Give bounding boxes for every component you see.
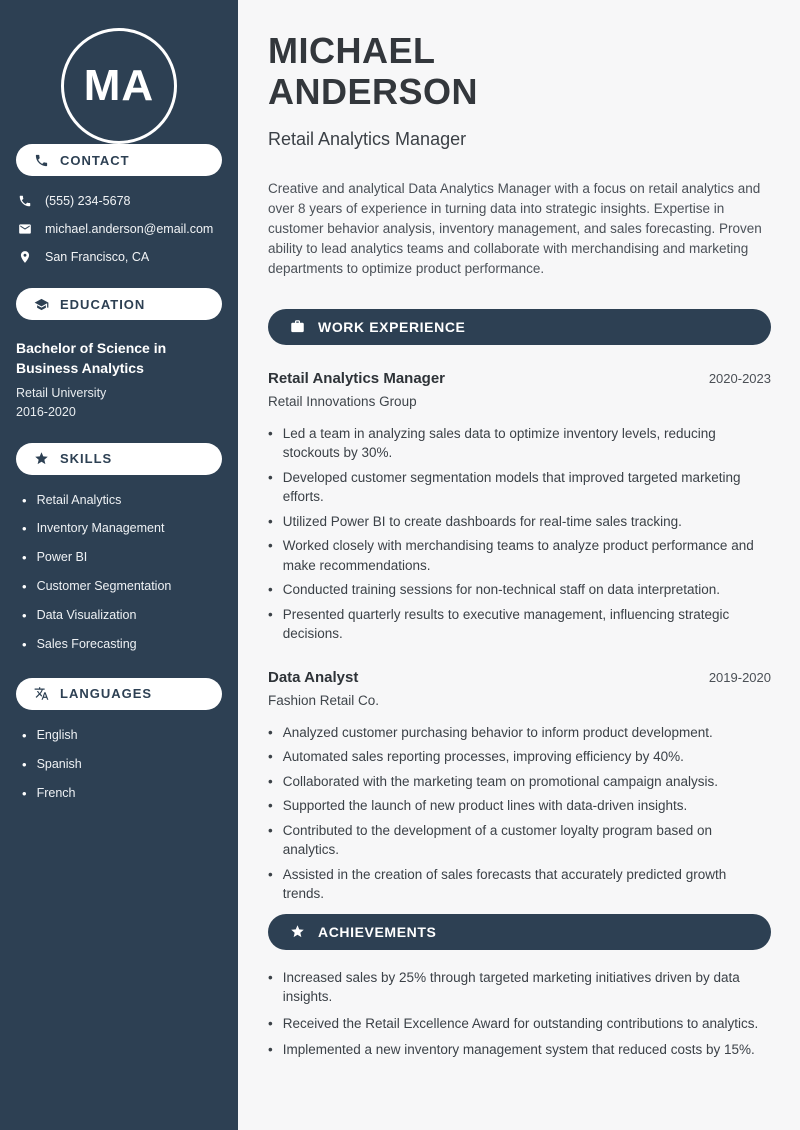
name-line-2: ANDERSON [268, 71, 479, 113]
skill-item [22, 521, 222, 538]
contact-email-value: michael.anderson@email.com [45, 222, 214, 236]
job-bullet [268, 536, 771, 575]
job-head [268, 370, 771, 387]
skill-label: • Data Visualization [36, 608, 137, 623]
achievement-text: • Received the Retail Excellence Award for outstanding contributions to analytics. [282, 1015, 759, 1031]
star-icon [34, 451, 49, 466]
job-bullet-text: • Contributed to the development of a customer loyalty program based on analytics. [282, 822, 712, 858]
work-experience-header-label: WORK EXPERIENCE [318, 318, 466, 335]
job-company: Fashion Retail Co. [268, 692, 380, 708]
page-title [268, 30, 771, 113]
skills-list [0, 493, 238, 654]
skill-label: • Inventory Management [36, 521, 165, 536]
briefcase-icon [290, 319, 305, 334]
phone-icon [18, 194, 32, 208]
skill-label: • Customer Segmentation [36, 579, 172, 594]
language-label: • French [36, 785, 76, 800]
job-bullet [268, 747, 771, 767]
languages-section [0, 678, 238, 803]
languages-header-label: LANGUAGES [60, 686, 153, 702]
job-entry [268, 370, 771, 644]
main-content [238, 0, 800, 1130]
skill-item [22, 550, 222, 567]
education-dates: 2016-2020 [16, 404, 76, 419]
job-bullet [268, 512, 771, 532]
name-line-1: MICHAEL [268, 30, 436, 71]
language-label: • Spanish [36, 756, 82, 771]
skill-item [22, 579, 222, 596]
job-bullet-text: • Collaborated with the marketing team on promotional campaign analysis. [282, 773, 718, 789]
job-company: Retail Innovations Group [268, 393, 417, 409]
mail-icon [18, 222, 32, 236]
translate-icon [34, 686, 49, 701]
skill-label: • Retail Analytics [36, 492, 122, 507]
education-entry [0, 338, 238, 419]
job-bullet-text: • Developed customer segmentation models that improved targeted marketing efforts. [282, 469, 741, 505]
skill-item [22, 493, 222, 510]
job-bullet-text: • Automated sales reporting processes, improving efficiency by 40%. [282, 749, 684, 765]
job-bullet-text: • Supported the launch of new product lines with data-driven insights. [282, 798, 688, 814]
language-item [22, 728, 222, 745]
achievement-text: • Implemented a new inventory management system that reduced costs by 15%. [282, 1042, 755, 1058]
job-head [268, 669, 771, 686]
job-dates: 2019-2020 [708, 669, 771, 685]
graduation-cap-icon [34, 297, 49, 312]
job-bullet [268, 796, 771, 816]
avatar [61, 28, 177, 144]
job-bullet [268, 424, 771, 463]
contact-phone [0, 194, 238, 208]
work-experience-header [268, 309, 771, 345]
location-icon [18, 250, 32, 264]
contact-location [0, 250, 238, 264]
language-label: • English [36, 727, 78, 742]
education-header [16, 288, 222, 320]
job-dates: 2020-2023 [708, 370, 771, 386]
job-title: Retail Analytics Manager [268, 369, 446, 387]
achievement-item [268, 1014, 771, 1034]
job-bullet-text: • Presented quarterly results to executive management, influencing strategic decisions. [282, 606, 730, 642]
skills-section [0, 443, 238, 654]
job-bullet [268, 821, 771, 860]
job-bullet [268, 772, 771, 792]
job-bullet-text: • Conducted training sessions for non-technical staff on data interpretation. [282, 582, 721, 598]
achievement-text: • Increased sales by 25% through targeted marketing initiatives driven by data insights. [282, 969, 740, 1005]
skill-label: • Sales Forecasting [36, 637, 137, 652]
contact-email [0, 222, 238, 236]
job-bullet [268, 580, 771, 600]
contact-header [16, 144, 222, 176]
job-bullet-list [268, 723, 771, 904]
languages-list [0, 728, 238, 803]
contact-location-value: San Francisco, CA [45, 250, 150, 264]
achievements-header [268, 914, 771, 950]
language-item [22, 786, 222, 803]
job-bullet-text: • Analyzed customer purchasing behavior to inform product development. [282, 724, 713, 740]
job-bullet-list [268, 424, 771, 644]
skill-item [22, 608, 222, 625]
education-section [0, 288, 238, 419]
skills-header [16, 443, 222, 475]
job-bullet-text: • Utilized Power BI to create dashboards for real-time sales tracking. [282, 513, 682, 529]
sidebar [0, 0, 238, 1130]
phone-icon [34, 153, 49, 168]
job-bullet-text: • Assisted in the creation of sales forecasts that accurately predicted growth trends. [282, 866, 727, 902]
contact-header-label: CONTACT [60, 152, 130, 168]
skills-header-label: SKILLS [60, 451, 113, 467]
job-bullet [268, 605, 771, 644]
achievements-list [268, 968, 771, 1060]
language-item [22, 757, 222, 774]
contact-section [0, 144, 238, 264]
achievement-item [268, 1040, 771, 1060]
job-entry [268, 669, 771, 904]
job-bullet-text: • Worked closely with merchandising teams to analyze product performance and make recommendations. [282, 538, 754, 573]
headline-job-title: Retail Analytics Manager [268, 128, 467, 149]
summary-paragraph: Creative and analytical Data Analytics Manager with a focus on retail analytics and over 8 years of experience in turning data into strategic insights. Expertise in customer behavior analysis, inventory management, and sales forecasting. Proven ability to lead analytics teams and collaborate with merchandising and marketing departments to optimize product performance. [268, 180, 762, 276]
star-icon [290, 924, 305, 939]
education-school: Retail University [16, 385, 107, 400]
job-bullet-text: • Led a team in analyzing sales data to optimize inventory levels, reducing stockouts by 30%. [282, 425, 716, 461]
job-title: Data Analyst [268, 668, 359, 686]
contact-phone-value: (555) 234-5678 [45, 194, 131, 208]
skill-item [22, 637, 222, 654]
education-degree: Bachelor of Science in Business Analytics [16, 340, 167, 377]
languages-header [16, 678, 222, 710]
job-bullet [268, 468, 771, 507]
education-header-label: EDUCATION [60, 296, 146, 312]
job-bullet [268, 865, 771, 904]
job-bullet [268, 723, 771, 743]
skill-label: • Power BI [36, 550, 88, 565]
achievements-header-label: ACHIEVEMENTS [318, 923, 437, 940]
achievement-item [268, 968, 771, 1007]
avatar-initials: MA [83, 61, 155, 110]
